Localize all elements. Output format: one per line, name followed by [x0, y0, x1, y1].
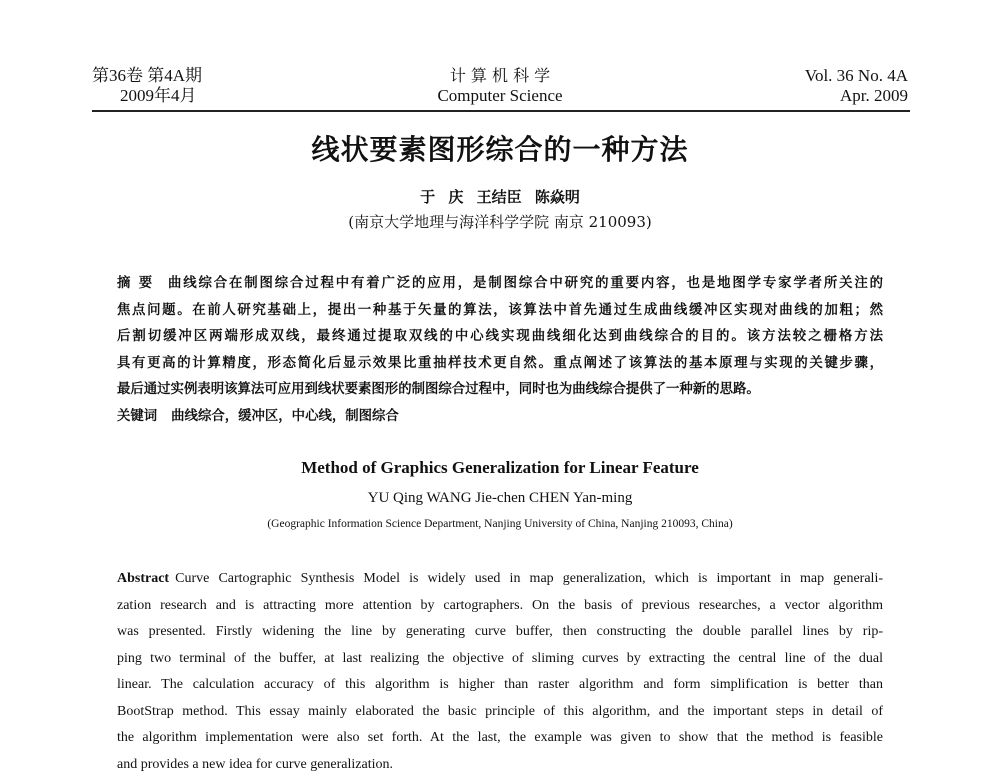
abstract-line — [117, 270, 883, 297]
abstract-line: zation research and is attracting more attention by cartographers. On the basis of previous researches, a vector algorithm — [117, 593, 883, 620]
abstract-line: ping two terminal of the buffer, at last realizing the objective of sliming curves by extracting the central line of the dual — [117, 646, 883, 673]
abstract-line: 后割切缓冲区两端形成双线，最终通过提取双线的中心线实现曲线细化达到曲线综合的目的。该方法较之栅格方法 — [117, 323, 883, 350]
journal-name-en: Computer Science — [0, 86, 1000, 106]
abstract-cn — [117, 270, 883, 429]
abstract-line: 具有更高的计算精度，形态简化后显示效果比重抽样技术更自然。重点阐述了该算法的基本原理与实现的关键步骤， — [117, 350, 883, 377]
affiliation-cn: (南京大学地理与海洋科学学院 南京 210093) — [0, 211, 1000, 232]
abstract-line — [117, 566, 883, 593]
journal-name-cn: 计 算 机 科 学 — [0, 66, 1000, 86]
keywords: 曲线综合，缓冲区，中心线，制图综合 — [171, 408, 399, 424]
abstract-label-cn: 摘 要 — [117, 276, 154, 291]
abstract-line: 最后通过实例表明该算法可应用到线状要素图形的制图综合过程中，同时也为曲线综合提供了一种新的思路。 — [117, 376, 883, 403]
abstract-line: linear. The calculation accuracy of this algorithm is higher than raster algorithm and form simplification is better than — [117, 672, 883, 699]
volume-issue: 第36卷 第4A期 — [92, 66, 202, 86]
abstract-line: was presented. Firstly widening the line by generating curve buffer, then constructing the double parallel lines by rip- — [117, 619, 883, 646]
date-en: Apr. 2009 — [805, 86, 908, 106]
affiliation-en: (Geographic Information Science Department, Nanjing University of China, Nanjing 210093, China) — [0, 518, 1000, 530]
keywords-label: 关键词 — [117, 409, 157, 424]
date-cn: 2009年4月 — [92, 86, 202, 106]
authors-en: YU Qing WANG Jie-chen CHEN Yan-ming — [0, 490, 1000, 507]
abstract-text: Curve Cartographic Synthesis Model is widely used in map generalization, which is important in map generali- — [175, 571, 883, 586]
abstract-line: the algorithm implementation were also set forth. At the last, the example was given to show that the method is feasible — [117, 725, 883, 752]
abstract-line: and provides a new idea for curve generalization. — [117, 752, 883, 778]
abstract-en — [117, 566, 883, 778]
keywords-cn — [117, 403, 883, 430]
paper-title-en: Method of Graphics Generalization for Linear Feature — [0, 458, 1000, 478]
abstract-text: 曲线综合在制图综合过程中有着广泛的应用，是制图综合中研究的重要内容，也是地图学专家学者所关注的 — [168, 275, 883, 291]
authors-cn: 于 庆 王结臣 陈焱明 — [0, 186, 1000, 207]
abstract-line: 焦点问题。在前人研究基础上，提出一种基于矢量的算法，该算法中首先通过生成曲线缓冲区实现对曲线的加粗；然 — [117, 297, 883, 324]
volume-issue-en: Vol. 36 No. 4A — [805, 66, 908, 86]
paper-title-cn: 线状要素图形综合的一种方法 — [0, 128, 1000, 168]
abstract-line: BootStrap method. This essay mainly elaborated the basic principle of this algorithm, and the important steps in detail of — [117, 699, 883, 726]
journal-issue-en — [805, 66, 908, 106]
header-rule — [92, 110, 910, 112]
abstract-label-en: Abstract — [117, 571, 169, 586]
